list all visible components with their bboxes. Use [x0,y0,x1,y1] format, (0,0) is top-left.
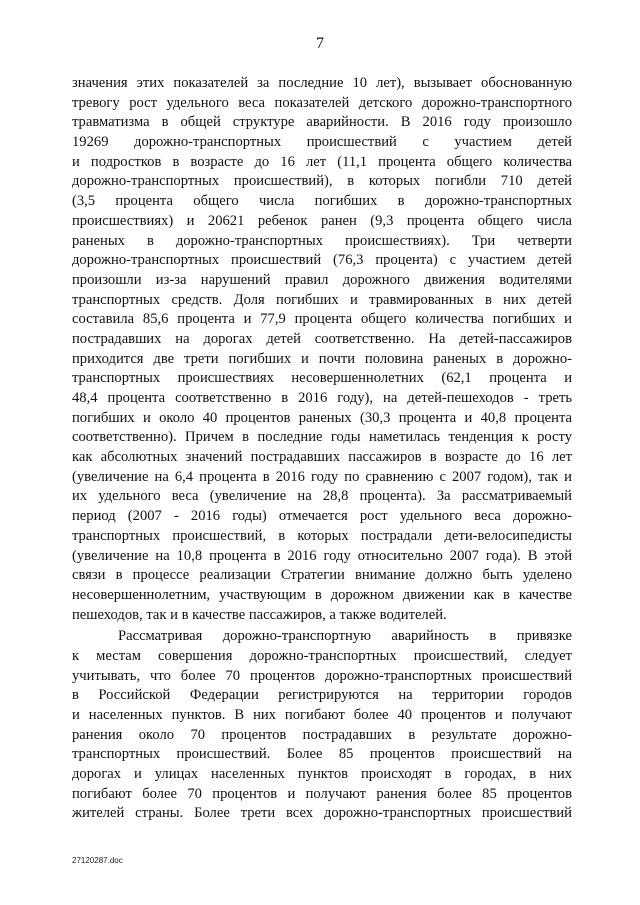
body-text [72,74,572,824]
text-line: (3,5 процента общего числа погибших в дорожно-транспортных [72,193,572,210]
text-line: дорожно-транспортных происшествий), в которых погибли 710 детей [72,173,572,190]
text-line: к местам совершения дорожно-транспортных происшествий, следует [72,647,572,664]
text-line: (увеличение на 6,4 процента в 2016 году по сравнению с 2007 годом), так и [72,468,572,485]
text-line: пешеходов, так и в качестве пассажиров, а также водителей. [72,606,447,623]
text-line: 48,4 процента соответственно в 2016 году), на детей-пешеходов - треть [72,390,572,406]
page-number: 7 [316,35,324,52]
text-line: происшествиях) и 20621 ребенок ранен (9,3 процента общего числа [72,212,572,229]
text-line: несовершеннолетним, участвующим в дорожном движении как в качестве [72,586,572,603]
paragraph-2 [72,627,572,824]
text-line: погибших и около 40 процентов раненых (30,3 процента и 40,8 процента [72,409,572,426]
text-line: в Российской Федерации регистрируются на территории городов [72,687,572,704]
text-line: травматизма в общей структуре аварийности. В 2016 году произошло [72,114,572,131]
text-line: погибают более 70 процентов и получают ранения более 85 процентов [72,785,572,802]
text-line: составила 85,6 процента и 77,9 процента общего количества погибших и [72,311,572,328]
text-line: и населенных пунктов. В них погибают более 40 процентов и получают [72,707,572,723]
text-line: раненых в дорожно-транспортных происшествиях). Три четверти [72,232,572,249]
text-line: транспортных происшествий. Более 85 процентов происшествий на [72,746,572,763]
text-line: транспортных происшествиях несовершеннолетних (62,1 процента и [72,370,572,387]
text-line: значения этих показателей за последние 10 лет), вызывает обоснованную [72,75,572,91]
text-line: Рассматривая дорожно-транспортную аварийность в привязке [118,628,572,645]
paragraph-1 [72,74,572,625]
document-file-code: 27120287.doc [72,856,123,865]
text-line: произошли из-за нарушений правил дорожного движения водителями [72,271,572,288]
text-line: транспортных средств. Доля погибших и травмированных в них детей [72,291,572,308]
text-line: учитывать, что более 70 процентов дорожно-транспортных происшествий [72,667,572,684]
text-line: пострадавших на дорогах детей соответственно. На детей-пассажиров [72,330,572,347]
text-line: (увеличение на 10,8 процента в 2016 году относительно 2007 года). В этой [72,547,572,564]
text-line: дорогах и улицах населенных пунктов происходят в городах, в них [72,766,572,783]
text-line: тревогу рост удельного веса показателей детского дорожно-транспортного [72,94,572,111]
text-line: связи в процессе реализации Стратегии внимание должно быть уделено [72,567,572,584]
text-line: и подростков в возрасте до 16 лет (11,1 процента общего количества [72,153,572,170]
text-line: как абсолютных значений пострадавших пассажиров в возрасте до 16 лет [72,449,572,466]
text-line: период (2007 - 2016 годы) отмечается рост удельного веса дорожно- [72,508,572,525]
text-line: их удельного веса (увеличение на 28,8 процента). За рассматриваемый [72,488,572,505]
text-line: 19269 дорожно-транспортных происшествий с участием детей [72,134,572,151]
text-line: дорожно-транспортных происшествий (76,3 процента) с участием детей [72,252,572,269]
text-line: приходится две трети погибших и почти половина раненых в дорожно- [72,350,572,367]
text-line: ранения около 70 процентов пострадавших в результате дорожно- [72,726,572,743]
text-line: жителей страны. Более трети всех дорожно-транспортных происшествий [72,805,572,822]
text-line: транспортных происшествий, в которых пострадали дети-велосипедисты [72,527,572,544]
text-line: соответственно). Причем в последние годы наметилась тенденция к росту [72,429,572,446]
